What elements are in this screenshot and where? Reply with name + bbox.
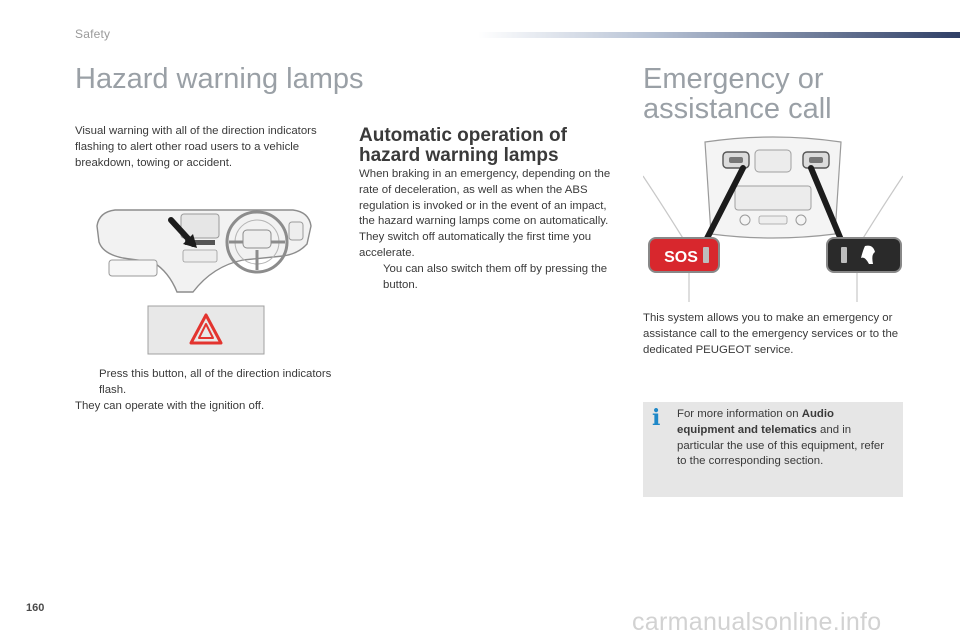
automatic-bullet bbox=[359, 262, 613, 294]
hazard-intro: Visual warning with all of the direction indicators flashing to alert other road users to a vehicle breakdown, towing or accident. bbox=[75, 125, 317, 169]
emergency-description: This system allows you to make an emergency or assistance call to the emergency services or to the dedicated PEUGEOT service. bbox=[643, 312, 899, 356]
sos-console-illustration bbox=[643, 136, 903, 302]
automatic-bullet-text: You can also switch them off by pressing the button. bbox=[383, 262, 608, 291]
sos-button-label: SOS bbox=[664, 249, 698, 266]
info-icon: i bbox=[652, 405, 661, 431]
info-text-link: Audio equipment and telematics bbox=[677, 408, 834, 436]
hazard-title: Hazard warning lamps bbox=[75, 63, 364, 95]
info-text-before: For more information on bbox=[677, 408, 802, 420]
page-number: 160 bbox=[26, 602, 45, 614]
dashboard-illustration bbox=[93, 200, 315, 302]
header-gradient-bar bbox=[478, 32, 960, 38]
hazard-note: They can operate with the ignition off. bbox=[75, 399, 265, 412]
automatic-title: Automatic operation of hazard warning lamps bbox=[359, 125, 567, 166]
section-label: Safety bbox=[75, 27, 111, 41]
hazard-instructions bbox=[75, 367, 337, 414]
emergency-title bbox=[643, 64, 832, 124]
hazard-button-illustration bbox=[147, 305, 265, 355]
automatic-body bbox=[359, 167, 613, 293]
automatic-paragraph-2: They switch off automatically the first time you accelerate. bbox=[359, 231, 592, 259]
info-text-after: and in particular the use of this equipment, refer to the corresponding section. bbox=[677, 423, 885, 468]
hazard-bullet-text: Press this button, all of the direction indicators flash. bbox=[99, 368, 332, 396]
info-text bbox=[677, 407, 891, 470]
emergency-title-line-2: assistance call bbox=[643, 93, 832, 125]
watermark: carmanualsonline.info bbox=[632, 608, 882, 636]
emergency-title-line-1: Emergency or bbox=[643, 63, 824, 95]
hazard-bullet bbox=[75, 367, 337, 399]
automatic-paragraph-1: When braking in an emergency, depending on the rate of deceleration, as well as when the ABS regulation is invoked or in the event of an impact, the hazard warning lamps come on automatically. bbox=[359, 168, 611, 228]
